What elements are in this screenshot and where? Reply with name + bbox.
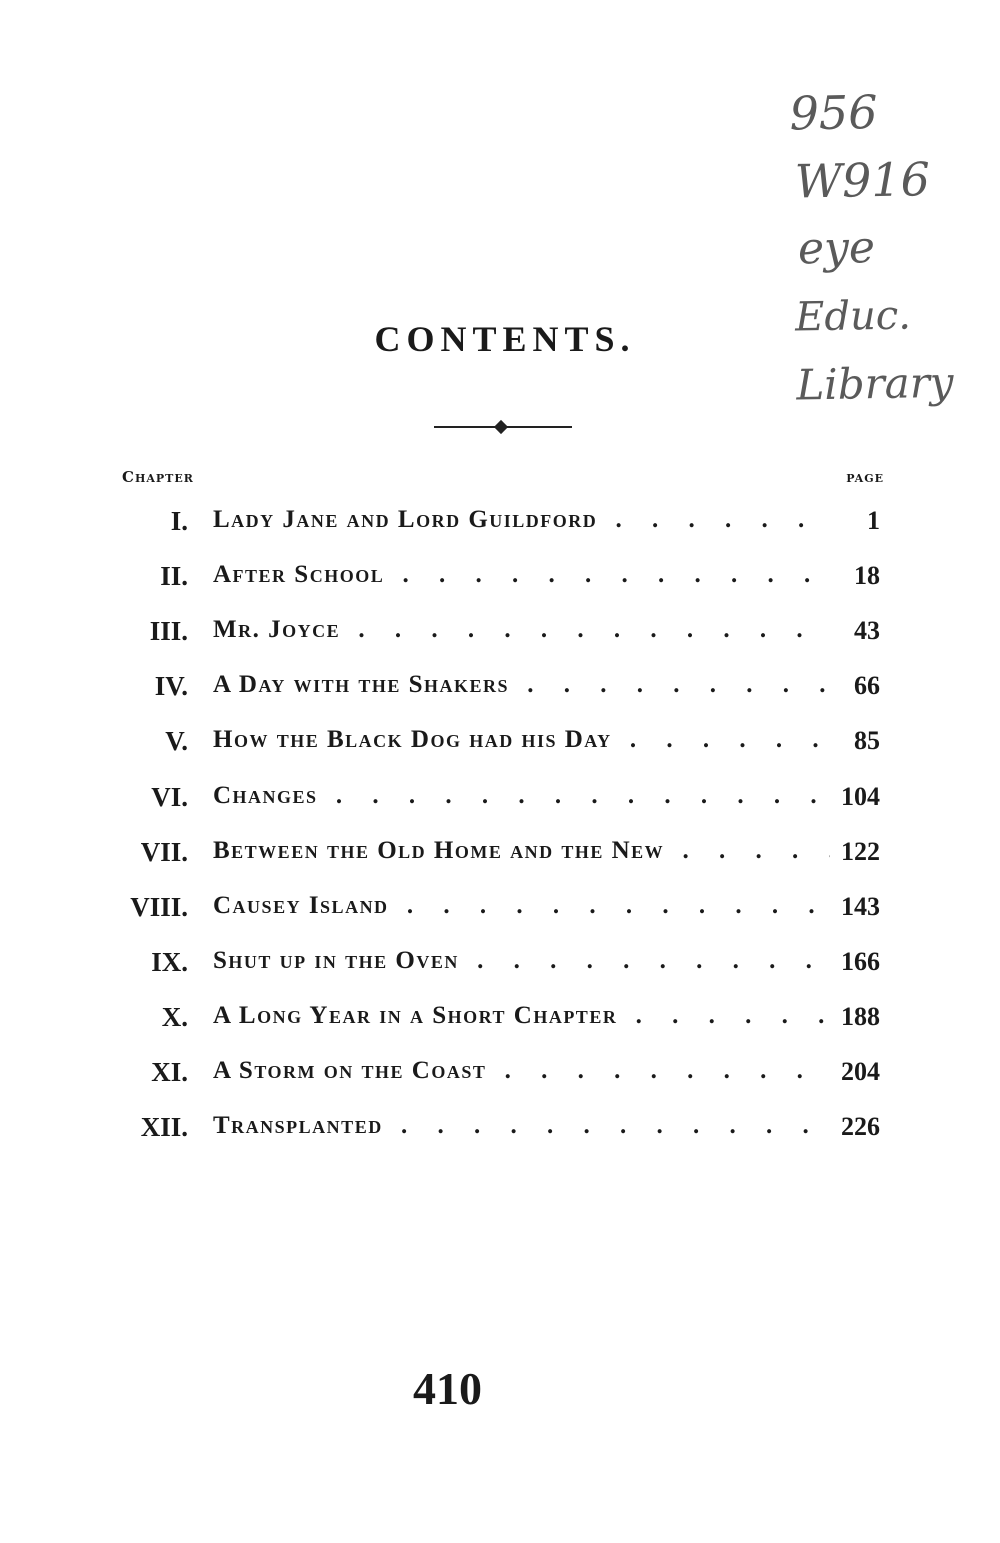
handwritten-line: eye [797,222,876,275]
chapter-page: 122 [841,837,880,866]
toc-row [0,947,1000,987]
chapter-numeral: VIII. [130,892,188,922]
page-title: CONTENTS. [374,319,636,359]
toc-row [0,671,1000,711]
toc-row [0,1002,1000,1042]
chapter-page: 43 [854,616,880,645]
chapter-title: A Storm on the Coast . . . [213,1057,830,1085]
chapter-page: 204 [841,1057,880,1086]
chapter-page: 18 [854,561,880,590]
toc-row [0,1057,1000,1097]
toc-row [0,837,1000,877]
chapter-page: 143 [841,892,880,921]
toc-row [0,506,1000,546]
chapter-page: 85 [854,726,880,755]
chapter-page: 188 [841,1002,880,1031]
handwritten-line: Educ. [794,292,912,341]
chapter-numeral: II. [160,561,188,591]
chapter-numeral: I. [170,506,188,536]
chapter-numeral: XI. [151,1057,188,1087]
chapter-numeral: X. [161,1002,188,1032]
handwritten-line: W916 [794,152,931,209]
chapter-page: 226 [841,1112,880,1141]
chapter-title: Mr. Joyce . . . [213,616,830,644]
chapter-page: 66 [854,671,880,700]
chapter-numeral: V. [165,726,188,756]
ornamental-rule-dot [494,420,508,434]
chapter-title: Lady Jane and Lord Guildford . . . [213,506,830,534]
toc-row [0,726,1000,766]
chapter-title: A Day with the Shakers . . . [213,671,830,699]
chapter-numeral: IV. [154,671,188,701]
chapter-numeral: XII. [140,1112,188,1142]
chapter-title: Between the Old Home and the New . . . [213,837,830,865]
chapter-column-header: Chapter [122,468,194,486]
chapter-numeral: III. [149,616,188,646]
chapter-numeral: VI. [151,782,188,812]
chapter-title: A Long Year in a Short Chapter . . . [213,1002,830,1030]
toc-row [0,1112,1000,1152]
chapter-numeral: IX. [151,947,188,977]
chapter-title: Transplanted . . . [213,1112,830,1140]
page-number: 410 [413,1363,482,1414]
handwritten-line: 956 [789,85,878,141]
chapter-numeral: VII. [140,837,188,867]
toc-row [0,561,1000,601]
toc-row [0,892,1000,932]
page-column-header: page [846,468,884,486]
chapter-title: After School . . . [213,561,830,589]
chapter-title: How the Black Dog had his Day . . . [213,726,830,754]
chapter-page: 1 [867,506,880,535]
handwritten-catalog-note [777,76,983,419]
chapter-page: 166 [841,947,880,976]
handwritten-line: Library [795,357,954,410]
chapter-title: Shut up in the Oven . . . [213,947,830,975]
toc-row [0,616,1000,656]
chapter-title: Changes . . . [213,782,830,810]
chapter-title: Causey Island . . . [213,892,830,920]
chapter-page: 104 [841,782,880,811]
toc-row [0,782,1000,822]
